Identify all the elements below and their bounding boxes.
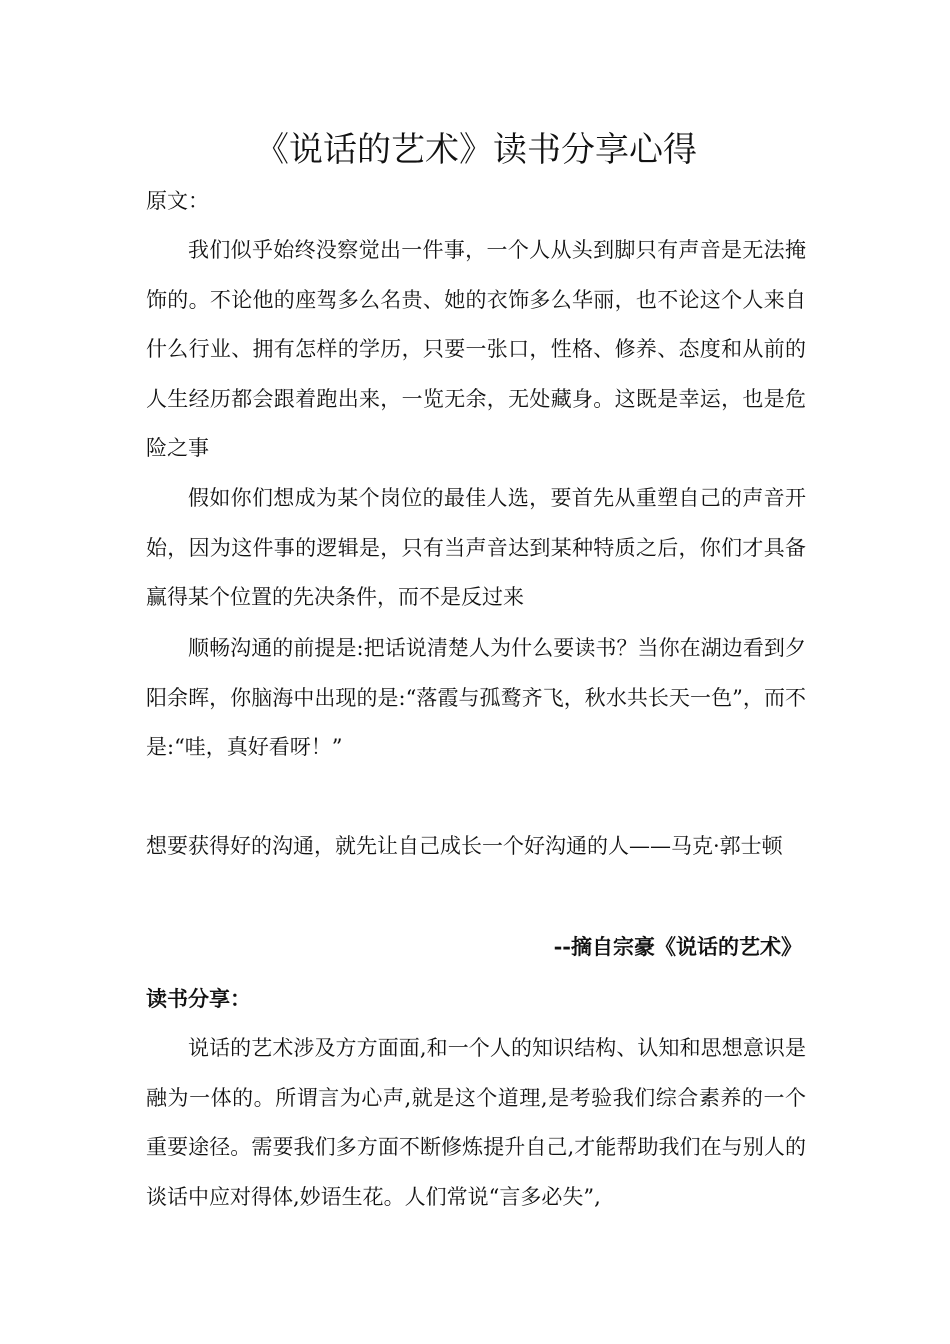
document-title: 《说话的艺术》读书分享心得 <box>255 130 697 170</box>
original-paragraph-2: 假如你们想成为某个岗位的最佳人选，要首先从重塑自己的声音开始，因为这件事的逻辑是，只有当声音达到某种特质之后，你们才具备赢得某个位置的先决条件，而不是反过来 <box>146 486 806 609</box>
original-text-label: 原文： <box>146 189 209 213</box>
book-sharing-paragraph: 说话的艺术涉及方方面面,和一个人的知识结构、认知和思想意识是融为一体的。所谓言为心声,就是这个道理,是考验我们综合素养的一个重要途径。需要我们多方面不断修炼提升自己,才能帮助我们在与别人的谈话中应对得体,妙语生花。人们常说“言多必失”, <box>146 1036 806 1209</box>
original-paragraph-3: 顺畅沟通的前提是:把话说清楚人为什么要读书？当你在湖边看到夕阳余晖，你脑海中出现的是:“落霞与孤鹜齐飞，秋水共长天一色”，而不是:“哇，真好看呀！” <box>146 636 806 759</box>
book-sharing-label: 读书分享： <box>146 986 251 1011</box>
quote-attribution: --摘自宗豪《说话的艺术》 <box>553 934 802 959</box>
original-paragraph-1: 我们似乎始终没察觉出一件事，一个人从头到脚只有声音是无法掩饰的。不论他的座驾多么名贵、她的衣饰多么华丽，也不论这个人来自什么行业、拥有怎样的学历，只要一张口，性格、修养、态度和从前的人生经历都会跟着跑出来，一览无余，无处藏身。这既是幸运，也是危险之事 <box>146 238 806 460</box>
quote-paragraph: 想要获得好的沟通，就先让自己成长一个好沟通的人——马克·郭士顿 <box>146 834 783 858</box>
